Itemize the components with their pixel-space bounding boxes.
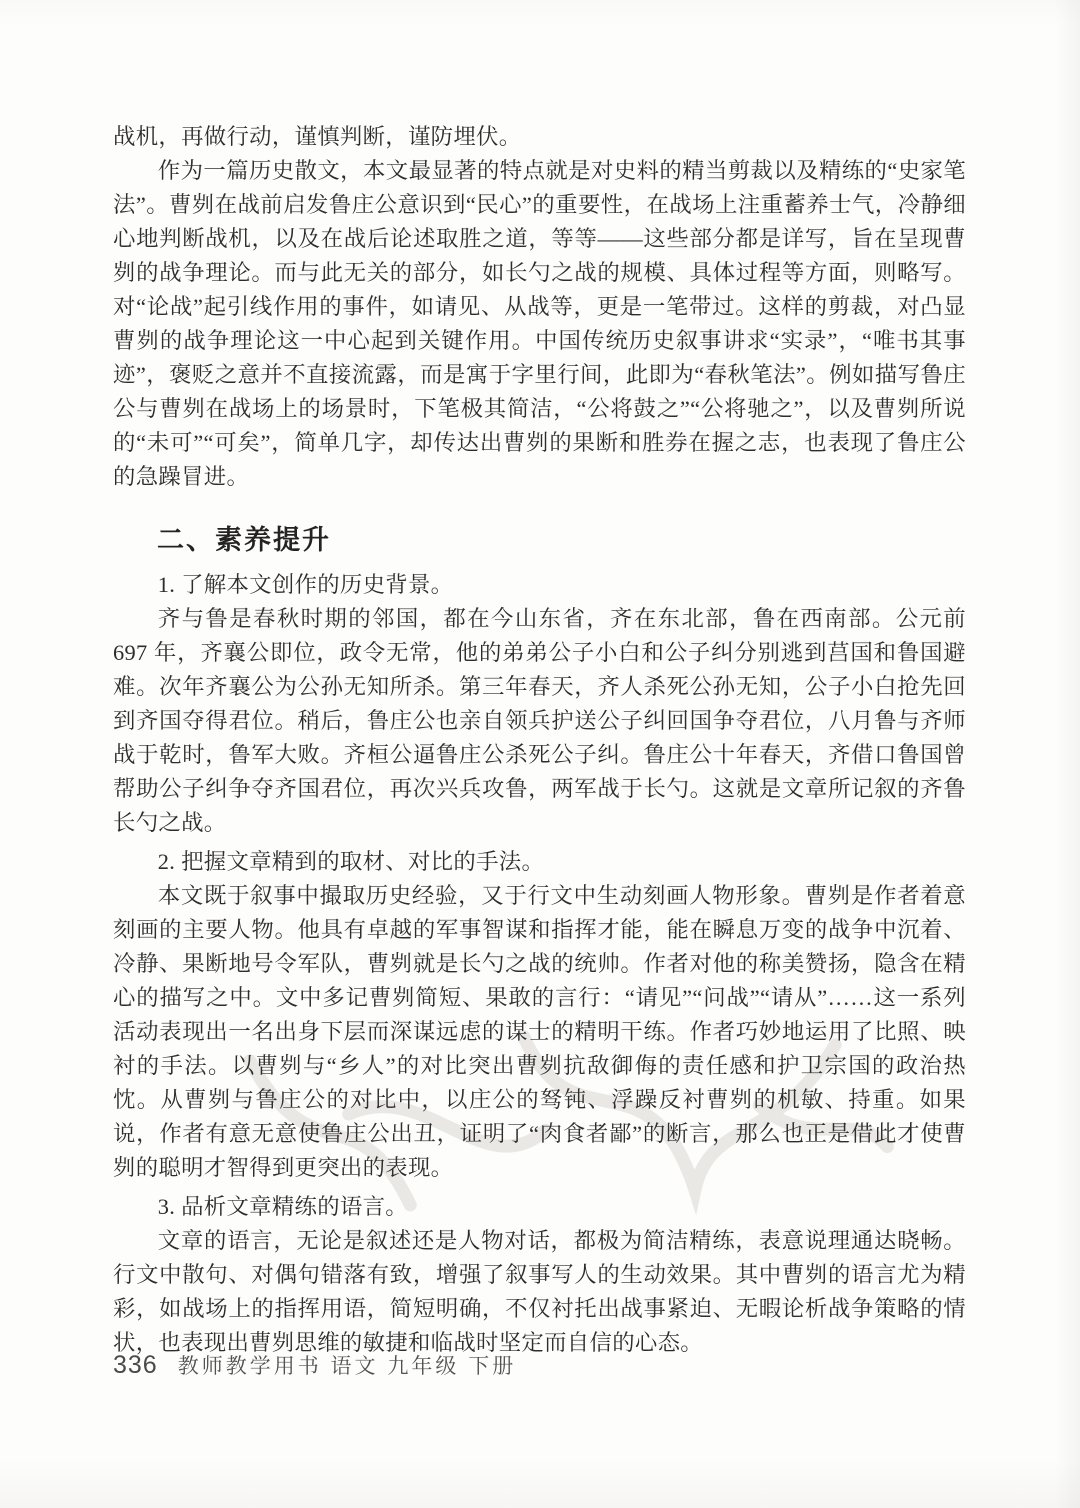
page-footer	[113, 1350, 516, 1380]
page-number: 336	[113, 1351, 158, 1379]
item-3-title: 3. 品析文章精练的语言。	[157, 1194, 408, 1219]
page-content	[113, 120, 966, 1360]
intro-paragraph: 作为一篇历史散文，本文最显著的特点就是对史料的精当剪裁以及精练的“史家笔法”。曹刿在战前启发鲁庄公意识到“民心”的重要性，在战场上注重蓄养士气，冷静细心地判断战机，以及在战后论述取胜之道，等等——这些部分都是详写，旨在呈现曹刿的战争理论。而与此无关的部分，如长勺之战的规模、具体过程等方面，则略写。对“论战”起引线作用的事件，如请见、从战等，更是一笔带过。这样的剪裁，对凸显曹刿的战争理论这一中心起到关键作用。中国传统历史叙事讲求“实录”，“唯书其事迹”，褒贬之意并不直接流露，而是寓于字里行间，此即为“春秋笔法”。例如描写鲁庄公与曹刿在战场上的场景时，下笔极其简洁，“公将鼓之”“公将驰之”，以及曹刿所说的“未可”“可矣”，简单几字，却传达出曹刿的果断和胜券在握之志，也表现了鲁庄公的急躁冒进。	[113, 158, 966, 489]
item-2-title: 2. 把握文章精到的取材、对比的手法。	[157, 849, 545, 874]
book-info: 教师教学用书 语文 九年级 下册	[177, 1355, 517, 1378]
item-1-body: 齐与鲁是春秋时期的邻国，都在今山东省，齐在东北部，鲁在西南部。公元前 697 年，齐襄公即位，政令无常，他的弟弟公子小白和公子纠分别逃到莒国和鲁国避难。次年齐襄公为公孙无知所杀。第三年春天，齐人杀死公孙无知，公子小白抢先回到齐国夺得君位。稍后，鲁庄公也亲自领兵护送公子纠回国争夺君位，八月鲁与齐师战于乾时，鲁军大败。齐桓公逼鲁庄公杀死公子纠。鲁庄公十年春天，齐借口鲁国曾帮助公子纠争夺齐国君位，再次兴兵攻鲁，两军战于长勺。这就是文章所记叙的齐鲁长勺之战。	[113, 606, 966, 835]
item-1-title: 1. 了解本文创作的历史背景。	[157, 572, 454, 597]
intro-paragraph-continuation: 战机，再做行动，谨慎判断，谨防埋伏。	[113, 124, 522, 149]
item-3-body: 文章的语言，无论是叙述还是人物对话，都极为简洁精练，表意说理通达晓畅。行文中散句、对偶句错落有致，增强了叙事写人的生动效果。其中曹刿的语言尤为精彩，如战场上的指挥用语，简短明确，不仅衬托出战事紧迫、无暇论析战争策略的情状，也表现出曹刿思维的敏捷和临战时坚定而自信的心态。	[113, 1228, 966, 1355]
section-heading: 二、素养提升	[157, 525, 331, 555]
item-2-body: 本文既于叙事中撮取历史经验，又于行文中生动刻画人物形象。曹刿是作者着意刻画的主要人物。他具有卓越的军事智谋和指挥才能，能在瞬息万变的战争中沉着、冷静、果断地号令军队，曹刿就是长勺之战的统帅。作者对他的称美赞扬，隐含在精心的描写之中。文中多记曹刿简短、果敢的言行：“请见”“问战”“请从”……这一系列活动表现出一名出身下层而深谋远虑的谋士的精明干练。作者巧妙地运用了比照、映衬的手法。以曹刿与“乡人”的对比突出曹刿抗敌御侮的责任感和护卫宗国的政治热忱。从曹刿与鲁庄公的对比中，以庄公的驽钝、浮躁反衬曹刿的机敏、持重。如果说，作者有意无意使鲁庄公出丑，证明了“肉食者鄙”的断言，那么也正是借此才使曹刿的聪明才智得到更突出的表现。	[113, 883, 966, 1180]
